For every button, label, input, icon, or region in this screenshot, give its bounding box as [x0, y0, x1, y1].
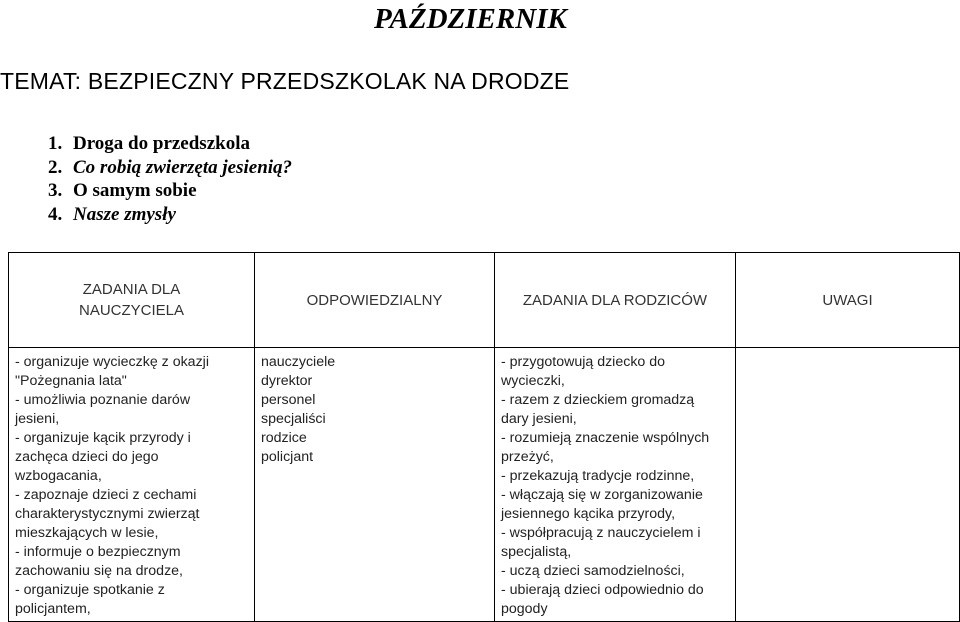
week-number: 2. — [48, 156, 63, 178]
week-number: 1. — [48, 133, 63, 154]
list-item: - informuje o bezpiecznym — [15, 544, 181, 560]
list-item: dary jesieni, — [501, 411, 577, 427]
list-item: - organizuje kącik przyrody i — [15, 430, 191, 446]
list-item: mieszkających w lesie, — [15, 525, 159, 541]
week-item-4 — [48, 203, 292, 227]
teacher-tasks-cell — [9, 348, 255, 622]
header-parent-tasks: ZADANIA DLA RODZICÓW — [495, 253, 736, 348]
week-text: Nasze zmysły — [73, 203, 176, 225]
header-notes: UWAGI — [736, 253, 960, 348]
week-item-1 — [48, 132, 292, 156]
list-item: - przekazują tradycje rodzinne, — [501, 468, 695, 484]
header-responsible: ODPOWIEDZIALNY — [255, 253, 495, 348]
month-title: PAŹDZIERNIK — [374, 3, 567, 35]
list-item: - zapoznaje dzieci z cechami — [15, 487, 197, 503]
list-item: zachowaniu się na drodze, — [15, 563, 183, 579]
list-item: dyrektor — [261, 373, 313, 389]
list-item: wzbogacania, — [15, 468, 102, 484]
list-item: - współpracują z nauczycielem i — [501, 525, 701, 541]
list-item: przeżyć, — [501, 449, 554, 465]
week-item-3 — [48, 179, 292, 203]
list-item: - razem z dzieckiem gromadzą — [501, 392, 695, 408]
topic-title: TEMAT: BEZPIECZNY PRZEDSZKOLAK NA DRODZE — [0, 68, 570, 94]
table-row — [9, 348, 960, 622]
notes-list — [736, 348, 959, 353]
week-number: 3. — [48, 180, 63, 201]
list-item: - organizuje wycieczkę z okazji — [15, 354, 209, 370]
notes-cell — [736, 348, 960, 622]
list-item: - organizuje spotkanie z — [15, 582, 165, 598]
parent-tasks-list — [495, 348, 735, 619]
week-text: O samym sobie — [73, 180, 197, 201]
list-item: - ubierają dzieci odpowiednio do — [501, 582, 704, 598]
list-item: personel — [261, 392, 316, 408]
teacher-tasks-list — [9, 348, 254, 619]
list-item: - włączają się w zorganizowanie — [501, 487, 703, 503]
table-header-row — [9, 253, 960, 348]
week-number: 4. — [48, 203, 63, 225]
list-item: - umożliwia poznanie darów — [15, 392, 191, 408]
list-item: pogody — [501, 601, 548, 617]
list-item: specjalistą, — [501, 544, 572, 560]
list-item: jesiennego kącika przyrody, — [501, 506, 676, 522]
list-item: zachęca dzieci do jego — [15, 449, 159, 465]
list-item: nauczyciele — [261, 354, 336, 370]
plan-table — [8, 252, 960, 622]
list-item: specjaliści — [261, 411, 326, 427]
responsible-list — [255, 348, 494, 467]
list-item: wycieczki, — [501, 373, 565, 389]
list-item: "Pożegnania lata" — [15, 373, 127, 389]
week-item-2 — [48, 156, 292, 180]
parent-tasks-cell — [495, 348, 736, 622]
list-item: jesieni, — [15, 411, 60, 427]
list-item: - uczą dzieci samodzielności, — [501, 563, 685, 579]
list-item: policjantem, — [15, 601, 91, 617]
list-item: - przygotowują dziecko do — [501, 354, 666, 370]
week-text: Co robią zwierzęta jesienią? — [73, 156, 293, 178]
weeks-list — [48, 132, 292, 226]
list-item: charakterystycznymi zwierząt — [15, 506, 200, 522]
week-text: Droga do przedszkola — [73, 133, 250, 154]
list-item: rodzice — [261, 430, 307, 446]
responsible-cell — [255, 348, 495, 622]
list-item: - rozumieją znaczenie wspólnych — [501, 430, 710, 446]
header-teacher-tasks: ZADANIA DLA NAUCZYCIELA — [9, 253, 255, 348]
list-item: policjant — [261, 449, 314, 465]
